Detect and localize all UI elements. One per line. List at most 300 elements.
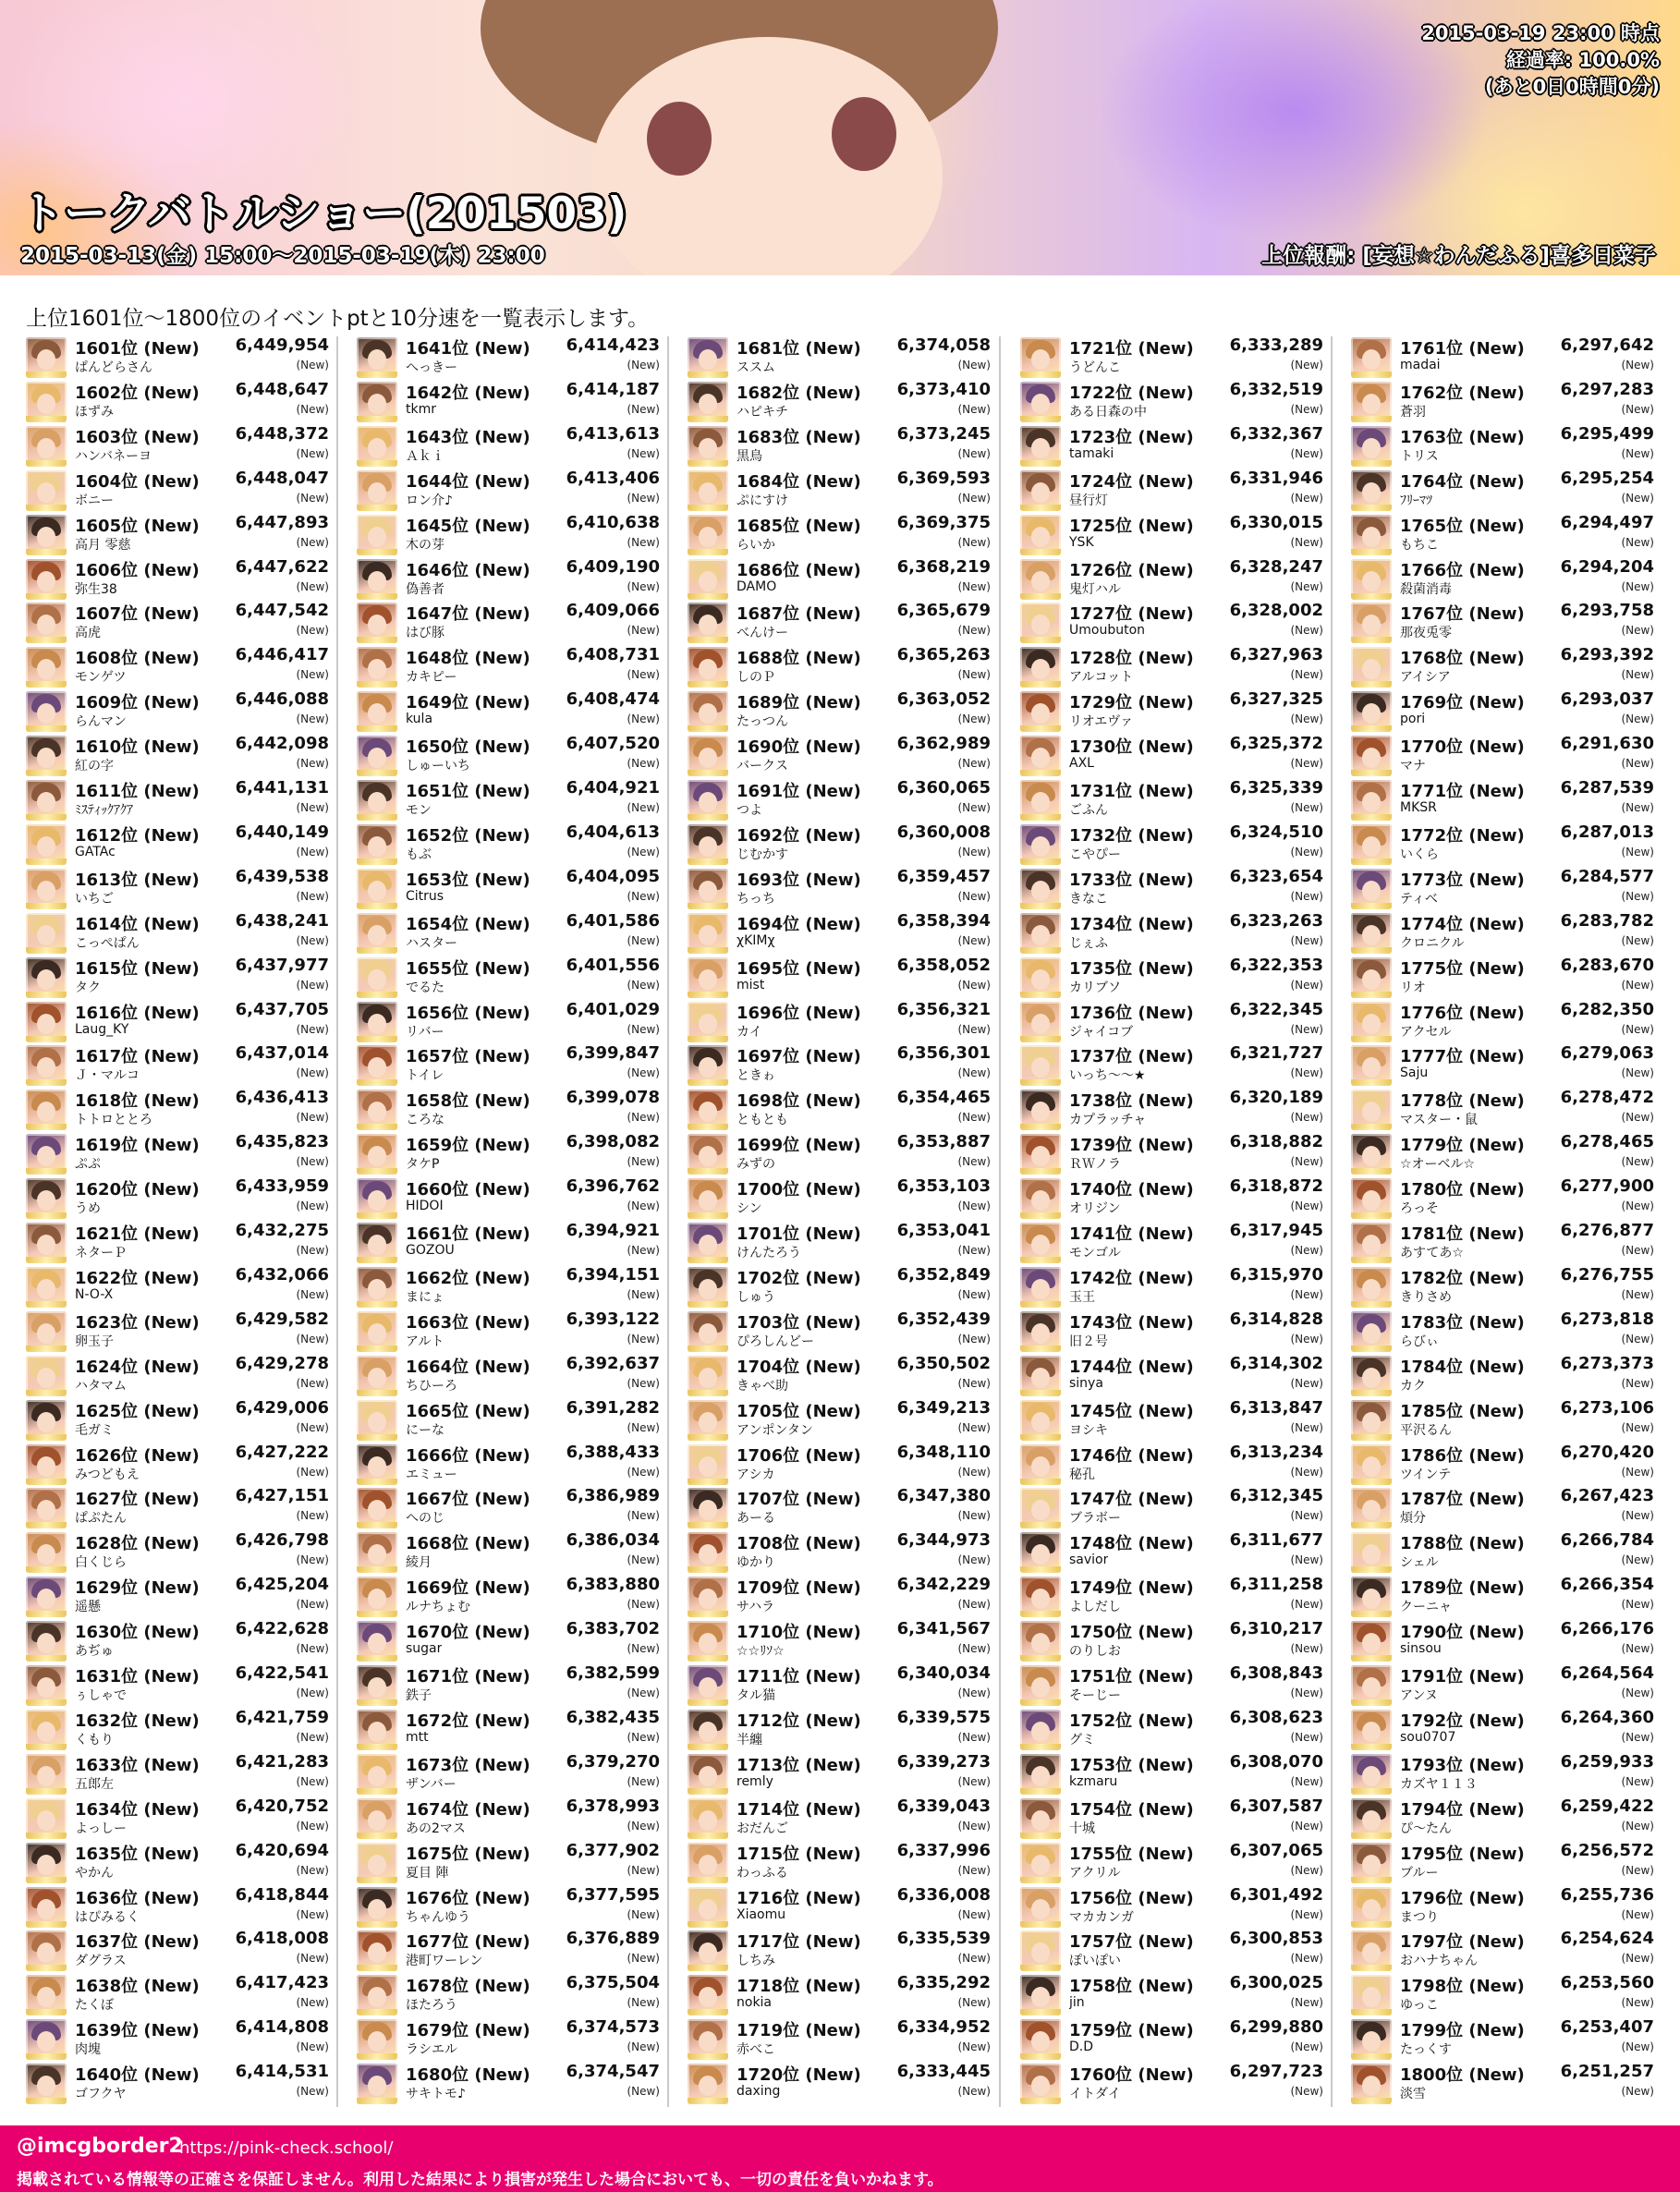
speed-10min: (New) bbox=[1621, 1022, 1654, 1036]
avatar-icon bbox=[357, 1798, 397, 1839]
rank-suffix: 位 (New) bbox=[121, 471, 200, 492]
avatar-icon bbox=[688, 1975, 728, 2015]
avatar-icon bbox=[1020, 824, 1061, 865]
event-points: 6,323,263 bbox=[1229, 910, 1323, 931]
event-points: 6,408,474 bbox=[566, 689, 660, 710]
event-points: 6,353,103 bbox=[896, 1176, 991, 1197]
rank-suffix: 位 (New) bbox=[121, 1091, 200, 1112]
rank-suffix: 位 (New) bbox=[452, 516, 530, 536]
ranking-entry bbox=[1018, 1618, 1325, 1662]
rank-number: 1670 bbox=[406, 1623, 453, 1643]
event-points: 6,441,131 bbox=[235, 778, 329, 798]
ranking-entry bbox=[686, 1928, 992, 1972]
rank-suffix: 位 (New) bbox=[783, 1623, 861, 1643]
speed-10min: (New) bbox=[1621, 933, 1654, 947]
ranking-entry bbox=[24, 512, 331, 556]
speed-10min: (New) bbox=[296, 889, 329, 903]
rank-number: 1704 bbox=[737, 1357, 784, 1377]
rank-number: 1612 bbox=[75, 825, 122, 846]
speed-10min: (New) bbox=[1621, 2040, 1654, 2054]
avatar-icon bbox=[357, 1532, 397, 1573]
player-name: アクセル bbox=[1400, 1024, 1452, 1040]
player-name: らんマン bbox=[75, 714, 127, 730]
event-points: 6,432,066 bbox=[235, 1264, 329, 1285]
rank-label bbox=[406, 2062, 530, 2086]
avatar-icon bbox=[26, 1400, 67, 1441]
speed-10min: (New) bbox=[957, 1774, 991, 1788]
rank-suffix: 位 (New) bbox=[783, 1180, 861, 1200]
rank-suffix: 位 (New) bbox=[783, 1490, 861, 1510]
avatar-icon bbox=[1020, 426, 1061, 467]
ranking-entry bbox=[686, 1220, 992, 1264]
ranking-entry bbox=[1018, 512, 1325, 556]
player-name: エミュー bbox=[406, 1467, 457, 1482]
rank-label bbox=[737, 867, 861, 891]
rank-number: 1629 bbox=[75, 1578, 122, 1599]
avatar-icon bbox=[26, 337, 67, 378]
avatar-icon bbox=[357, 1400, 397, 1441]
avatar-icon bbox=[357, 1665, 397, 1706]
rank-label bbox=[1069, 1443, 1194, 1467]
ranking-entry bbox=[355, 1751, 662, 1796]
avatar-icon bbox=[1020, 1488, 1061, 1528]
speed-10min: (New) bbox=[627, 1465, 660, 1479]
rank-label bbox=[75, 1043, 200, 1067]
event-points: 6,447,622 bbox=[235, 556, 329, 577]
speed-10min: (New) bbox=[957, 1111, 991, 1125]
ranking-entry bbox=[1018, 2061, 1325, 2105]
avatar-icon bbox=[26, 1178, 67, 1219]
ranking-entry bbox=[686, 777, 992, 822]
rank-label bbox=[1069, 1575, 1194, 1599]
ranking-entry bbox=[1349, 1796, 1656, 1840]
avatar-icon bbox=[1351, 1356, 1392, 1396]
ranking-entry bbox=[355, 1397, 662, 1442]
rank-number: 1800 bbox=[1400, 2065, 1447, 2086]
site-url-link[interactable]: https://pink-check.school/ bbox=[179, 2138, 394, 2158]
speed-10min: (New) bbox=[296, 1952, 329, 1966]
event-points: 6,356,321 bbox=[896, 999, 991, 1019]
player-name: ラシエル bbox=[406, 2042, 457, 2058]
rank-number: 1697 bbox=[737, 1047, 784, 1067]
rank-number: 1601 bbox=[75, 339, 122, 359]
rank-number: 1632 bbox=[75, 1711, 122, 1731]
player-name: 夏目 陣 bbox=[406, 1865, 449, 1881]
rank-label bbox=[75, 1796, 200, 1821]
rank-label bbox=[737, 1043, 861, 1067]
rank-suffix: 位 (New) bbox=[783, 2065, 861, 2086]
ranking-entry bbox=[1349, 1309, 1656, 1353]
avatar-icon bbox=[1020, 1665, 1061, 1706]
avatar-icon bbox=[26, 470, 67, 511]
rank-suffix: 位 (New) bbox=[121, 649, 200, 669]
event-points: 6,276,755 bbox=[1560, 1264, 1654, 1285]
speed-10min: (New) bbox=[296, 933, 329, 947]
rank-label bbox=[1069, 380, 1194, 404]
event-points: 6,358,052 bbox=[896, 955, 991, 975]
event-points: 6,273,373 bbox=[1560, 1353, 1654, 1373]
event-points: 6,253,560 bbox=[1560, 1973, 1654, 1993]
player-name: ブラボー bbox=[1069, 1511, 1121, 1527]
rank-label bbox=[406, 1443, 530, 1467]
ranking-entry bbox=[1018, 866, 1325, 910]
speed-10min: (New) bbox=[1621, 1509, 1654, 1523]
event-points: 6,399,847 bbox=[566, 1043, 660, 1064]
ranking-entry bbox=[686, 866, 992, 910]
rank-label bbox=[75, 822, 200, 846]
speed-10min: (New) bbox=[1290, 402, 1323, 416]
player-name: 煩分 bbox=[1400, 1511, 1426, 1527]
avatar-icon bbox=[688, 1134, 728, 1175]
ranking-entry bbox=[355, 1574, 662, 1618]
player-name: らいか bbox=[737, 537, 775, 553]
rank-number: 1617 bbox=[75, 1047, 122, 1067]
player-name: ルナちょむ bbox=[406, 1600, 470, 1615]
rank-label bbox=[737, 689, 861, 713]
rank-number: 1694 bbox=[737, 914, 784, 934]
ranking-entry bbox=[355, 822, 662, 866]
player-name: tamaki bbox=[1069, 445, 1114, 461]
rank-suffix: 位 (New) bbox=[1446, 1003, 1525, 1023]
rank-label bbox=[406, 1619, 530, 1643]
rank-number: 1661 bbox=[406, 1224, 453, 1244]
ranking-grid bbox=[24, 335, 1658, 2111]
rank-suffix: 位 (New) bbox=[452, 1357, 530, 1377]
avatar-icon bbox=[26, 382, 67, 422]
ranking-entry bbox=[1018, 688, 1325, 733]
rank-number: 1749 bbox=[1069, 1578, 1116, 1599]
ranking-entry bbox=[1018, 335, 1325, 379]
player-name: ロン介♪ bbox=[406, 493, 453, 508]
rank-suffix: 位 (New) bbox=[1446, 737, 1525, 758]
rank-label bbox=[406, 1530, 530, 1554]
player-name: トリス bbox=[1400, 448, 1439, 464]
rank-suffix: 位 (New) bbox=[121, 1623, 200, 1643]
player-name: イトダイ bbox=[1069, 2087, 1121, 2102]
ranking-entry bbox=[24, 1796, 331, 1840]
event-points: 6,339,575 bbox=[896, 1707, 991, 1727]
speed-10min: (New) bbox=[1290, 889, 1323, 903]
speed-10min: (New) bbox=[957, 668, 991, 682]
event-points: 6,447,542 bbox=[235, 601, 329, 621]
rank-suffix: 位 (New) bbox=[1115, 1401, 1194, 1421]
event-points: 6,414,187 bbox=[566, 379, 660, 399]
event-points: 6,399,078 bbox=[566, 1088, 660, 1108]
player-name: うめ bbox=[75, 1201, 101, 1217]
rank-suffix: 位 (New) bbox=[121, 958, 200, 979]
ranking-entry bbox=[355, 1175, 662, 1220]
rank-number: 1633 bbox=[75, 1755, 122, 1775]
speed-10min: (New) bbox=[627, 1420, 660, 1434]
rank-number: 1615 bbox=[75, 958, 122, 979]
avatar-icon bbox=[26, 1223, 67, 1263]
rank-number: 1741 bbox=[1069, 1224, 1116, 1244]
speed-10min: (New) bbox=[1290, 1155, 1323, 1169]
event-points: 6,287,013 bbox=[1560, 822, 1654, 842]
speed-10min: (New) bbox=[1290, 1465, 1323, 1479]
ranking-entry bbox=[24, 866, 331, 910]
player-name: ゆかり bbox=[737, 1555, 775, 1571]
speed-10min: (New) bbox=[296, 1465, 329, 1479]
rank-label bbox=[1069, 1176, 1194, 1200]
ranking-entry bbox=[1349, 335, 1656, 379]
rank-number: 1776 bbox=[1400, 1003, 1447, 1023]
event-points: 6,353,041 bbox=[896, 1221, 991, 1240]
event-points: 6,295,499 bbox=[1560, 423, 1654, 444]
player-name: ティベ bbox=[1400, 891, 1438, 907]
ranking-entry bbox=[1349, 866, 1656, 910]
player-name: 卵玉子 bbox=[75, 1333, 114, 1349]
event-points: 6,373,410 bbox=[896, 379, 991, 399]
avatar-icon bbox=[688, 1798, 728, 1839]
ranking-entry bbox=[355, 1442, 662, 1486]
rank-suffix: 位 (New) bbox=[452, 1445, 530, 1466]
rank-label bbox=[406, 1176, 530, 1200]
avatar-icon bbox=[357, 824, 397, 865]
ranking-entry bbox=[24, 1529, 331, 1574]
rank-label bbox=[1400, 1619, 1525, 1643]
rank-number: 1625 bbox=[75, 1401, 122, 1421]
player-name: sinya bbox=[1069, 1375, 1103, 1391]
event-points: 6,327,963 bbox=[1229, 645, 1323, 665]
player-name: もちこ bbox=[1400, 537, 1439, 553]
avatar-icon bbox=[1351, 559, 1392, 600]
rank-label bbox=[737, 1841, 861, 1865]
rank-number: 1707 bbox=[737, 1490, 784, 1510]
event-points: 6,340,034 bbox=[896, 1663, 991, 1683]
avatar-icon bbox=[357, 1577, 397, 1617]
avatar-icon bbox=[357, 1134, 397, 1175]
event-points: 6,373,245 bbox=[896, 423, 991, 444]
event-points: 6,437,705 bbox=[235, 999, 329, 1019]
speed-10min: (New) bbox=[957, 1996, 991, 2010]
avatar-icon bbox=[26, 1798, 67, 1839]
speed-10min: (New) bbox=[1621, 1332, 1654, 1346]
player-name: YSK bbox=[1069, 534, 1094, 550]
avatar-icon bbox=[26, 2064, 67, 2104]
ranking-entry bbox=[24, 1264, 331, 1309]
avatar-icon bbox=[357, 1223, 397, 1263]
player-name: 肉塊 bbox=[75, 2042, 101, 2058]
rank-number: 1607 bbox=[75, 604, 122, 625]
rank-label bbox=[1400, 1663, 1525, 1687]
event-points: 6,273,818 bbox=[1560, 1309, 1654, 1329]
rank-suffix: 位 (New) bbox=[452, 1490, 530, 1510]
rank-label bbox=[1069, 1132, 1194, 1156]
speed-10min: (New) bbox=[627, 535, 660, 549]
player-name: kula bbox=[406, 712, 433, 727]
rank-suffix: 位 (New) bbox=[1446, 1932, 1525, 1953]
ranking-entry bbox=[686, 423, 992, 468]
avatar-icon bbox=[688, 1311, 728, 1352]
rank-label bbox=[1400, 1973, 1525, 1997]
ranking-entry bbox=[686, 1884, 992, 1929]
rank-number: 1756 bbox=[1069, 1888, 1116, 1908]
rank-number: 1758 bbox=[1069, 1977, 1116, 1997]
event-points: 6,312,345 bbox=[1229, 1486, 1323, 1506]
rank-suffix: 位 (New) bbox=[452, 427, 530, 447]
player-name: 綾月 bbox=[406, 1555, 432, 1571]
rank-suffix: 位 (New) bbox=[121, 825, 200, 846]
player-name: ちっち bbox=[737, 891, 775, 907]
rank-number: 1608 bbox=[75, 649, 122, 669]
rank-suffix: 位 (New) bbox=[783, 1268, 861, 1288]
avatar-icon bbox=[26, 1665, 67, 1706]
rank-suffix: 位 (New) bbox=[1115, 1003, 1194, 1023]
player-name: いっち〜〜★ bbox=[1069, 1068, 1146, 1084]
event-points: 6,308,623 bbox=[1229, 1707, 1323, 1727]
rank-number: 1751 bbox=[1069, 1667, 1116, 1687]
rank-label bbox=[406, 469, 530, 493]
avatar-icon bbox=[1020, 1090, 1061, 1130]
rank-suffix: 位 (New) bbox=[1115, 1136, 1194, 1156]
event-points: 6,283,782 bbox=[1560, 910, 1654, 931]
rank-label bbox=[75, 2017, 200, 2041]
player-name: ろっそ bbox=[1400, 1201, 1439, 1217]
event-points: 6,369,375 bbox=[896, 512, 991, 532]
rank-number: 1673 bbox=[406, 1755, 453, 1775]
ranking-entry bbox=[686, 600, 992, 644]
rank-suffix: 位 (New) bbox=[452, 693, 530, 713]
rank-number: 1627 bbox=[75, 1490, 122, 1510]
rank-number: 1660 bbox=[406, 1180, 453, 1200]
event-reward: 上位報酬: [妄想☆わんだふる]喜多日菜子 bbox=[1261, 244, 1656, 268]
rank-label bbox=[737, 1708, 861, 1732]
rank-number: 1775 bbox=[1400, 958, 1447, 979]
event-points: 6,377,902 bbox=[566, 1840, 660, 1860]
rank-suffix: 位 (New) bbox=[1115, 1490, 1194, 1510]
speed-10min: (New) bbox=[1290, 1687, 1323, 1699]
event-points: 6,409,066 bbox=[566, 601, 660, 621]
player-name: タク bbox=[75, 980, 101, 995]
ranking-entry bbox=[1349, 1175, 1656, 1220]
ranking-entry bbox=[355, 1042, 662, 1087]
rank-label bbox=[75, 557, 200, 581]
ranking-entry bbox=[1349, 644, 1656, 688]
speed-10min: (New) bbox=[1290, 1642, 1323, 1656]
ranking-entry bbox=[355, 688, 662, 733]
rank-label bbox=[406, 911, 530, 935]
speed-10min: (New) bbox=[627, 1376, 660, 1390]
ranking-entry bbox=[1349, 688, 1656, 733]
avatar-icon bbox=[357, 780, 397, 821]
rank-label bbox=[406, 645, 530, 669]
speed-10min: (New) bbox=[296, 712, 329, 726]
ranking-entry bbox=[1349, 955, 1656, 999]
rank-suffix: 位 (New) bbox=[1446, 1844, 1525, 1864]
rank-label bbox=[1069, 513, 1194, 537]
rank-number: 1669 bbox=[406, 1578, 453, 1599]
avatar-icon bbox=[1351, 691, 1392, 732]
event-points: 6,323,654 bbox=[1229, 866, 1323, 886]
rank-number: 1654 bbox=[406, 914, 453, 934]
rank-number: 1616 bbox=[75, 1003, 122, 1023]
speed-10min: (New) bbox=[627, 1996, 660, 2010]
event-points: 6,295,254 bbox=[1560, 468, 1654, 488]
rank-number: 1693 bbox=[737, 870, 784, 890]
avatar-icon bbox=[26, 869, 67, 909]
player-name: モンゲツ bbox=[75, 670, 127, 686]
avatar-icon bbox=[357, 1710, 397, 1750]
event-points: 6,311,258 bbox=[1229, 1575, 1323, 1595]
speed-10min: (New) bbox=[627, 1730, 660, 1744]
player-name: GATAc bbox=[75, 844, 116, 859]
rank-label bbox=[406, 1841, 530, 1865]
rank-suffix: 位 (New) bbox=[1446, 1623, 1525, 1643]
rank-number: 1713 bbox=[737, 1755, 784, 1775]
player-name: N-O-X bbox=[75, 1286, 114, 1302]
ranking-entry bbox=[355, 335, 662, 379]
avatar-icon bbox=[688, 1356, 728, 1396]
speed-10min: (New) bbox=[627, 1863, 660, 1877]
rank-label bbox=[406, 1929, 530, 1953]
rank-number: 1753 bbox=[1069, 1755, 1116, 1775]
rank-label bbox=[1069, 1530, 1194, 1554]
avatar-icon bbox=[26, 1444, 67, 1485]
event-points: 6,267,423 bbox=[1560, 1486, 1654, 1506]
player-name: ボニー bbox=[75, 493, 114, 508]
speed-10min: (New) bbox=[1290, 2085, 1323, 2099]
rank-label bbox=[737, 557, 861, 581]
ranking-entry bbox=[686, 1264, 992, 1309]
rank-suffix: 位 (New) bbox=[1446, 693, 1525, 713]
speed-10min: (New) bbox=[957, 624, 991, 638]
speed-10min: (New) bbox=[1621, 1244, 1654, 1257]
rank-number: 1628 bbox=[75, 1534, 122, 1554]
ranking-entry bbox=[24, 777, 331, 822]
player-name: 殺菌消毒 bbox=[1400, 581, 1452, 597]
rank-number: 1640 bbox=[75, 2065, 122, 2086]
speed-10min: (New) bbox=[957, 712, 991, 726]
speed-10min: (New) bbox=[1621, 1553, 1654, 1567]
avatar-icon bbox=[688, 1045, 728, 1086]
avatar-icon bbox=[357, 1090, 397, 1130]
rank-label bbox=[75, 513, 200, 537]
rank-suffix: 位 (New) bbox=[452, 958, 530, 979]
player-name: savior bbox=[1069, 1553, 1109, 1568]
event-points: 6,297,283 bbox=[1560, 379, 1654, 399]
event-points: 6,448,372 bbox=[235, 423, 329, 444]
avatar-icon bbox=[1351, 603, 1392, 643]
event-points: 6,311,677 bbox=[1229, 1530, 1323, 1551]
ranking-entry bbox=[686, 955, 992, 999]
ranking-entry bbox=[24, 1175, 331, 1220]
speed-10min: (New) bbox=[627, 757, 660, 771]
twitter-handle[interactable]: @imcgborder2 bbox=[17, 2135, 183, 2158]
rank-number: 1792 bbox=[1400, 1711, 1447, 1731]
player-name: 黒鳥 bbox=[737, 448, 762, 464]
avatar-icon bbox=[1020, 1178, 1061, 1219]
rank-suffix: 位 (New) bbox=[1446, 782, 1525, 801]
ranking-entry bbox=[355, 910, 662, 955]
rank-suffix: 位 (New) bbox=[783, 1091, 861, 1112]
event-points: 6,363,052 bbox=[896, 689, 991, 710]
rank-label bbox=[1069, 1088, 1194, 1112]
rank-suffix: 位 (New) bbox=[1115, 693, 1194, 713]
event-points: 6,328,002 bbox=[1229, 601, 1323, 621]
rank-number: 1656 bbox=[406, 1003, 453, 1023]
avatar-icon bbox=[1351, 1621, 1392, 1662]
player-name: ゆっこ bbox=[1400, 1998, 1439, 2014]
rank-number: 1778 bbox=[1400, 1091, 1447, 1112]
rank-label bbox=[1400, 601, 1525, 625]
ranking-entry bbox=[24, 1309, 331, 1353]
event-points: 6,330,015 bbox=[1229, 512, 1323, 532]
event-points: 6,376,889 bbox=[566, 1929, 660, 1949]
speed-10min: (New) bbox=[957, 1730, 991, 1744]
rank-number: 1664 bbox=[406, 1357, 453, 1377]
event-points: 6,432,275 bbox=[235, 1221, 329, 1240]
